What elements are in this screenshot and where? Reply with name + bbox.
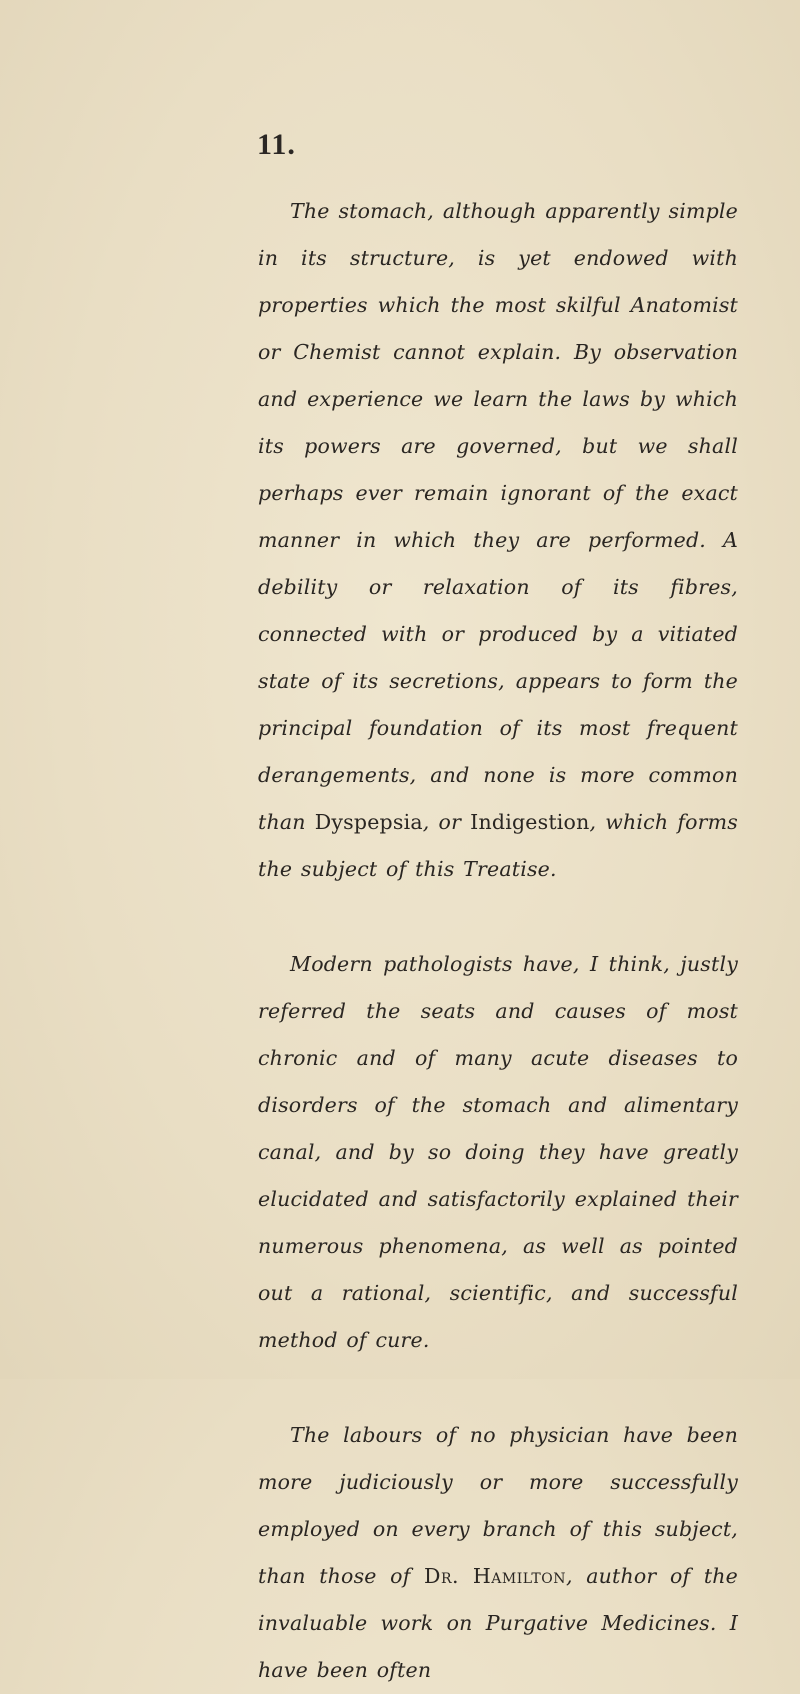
paragraph-3-text: The labours of no physician have been more judiciously or more successfully employed on every branch of this subject, than those of bbox=[258, 1423, 738, 1588]
paragraph-2-text: Modern pathologists have, I think, justly referred the seats and causes of most chronic and of many acute diseases to disorders of the stomach and alimentary canal, and by so doing they have greatly elucidated and satisfactorily explained their numerous phenomena, as well as pointed out a rational, scientific, and successful method of cure. bbox=[258, 952, 738, 1352]
paragraph-1 bbox=[258, 188, 738, 893]
term-indigestion: Indigestion bbox=[470, 810, 590, 834]
paragraph-2 bbox=[258, 941, 738, 1364]
paragraph-1-connector: , or bbox=[422, 810, 471, 834]
term-dyspepsia: Dyspepsia bbox=[314, 810, 423, 834]
body-text bbox=[258, 188, 738, 1694]
author-name-dr-hamilton: Dr. Hamilton bbox=[424, 1564, 566, 1588]
paragraph-3-ending: , author of the invaluable work on Purgative Medicines. I have been often bbox=[258, 1564, 738, 1682]
paragraph-3 bbox=[258, 1412, 738, 1694]
paragraph-1-text: The stomach, although apparently simple in its structure, is yet endowed with properties which the most skilful Anatomist or Chemist cannot explain. By observation and experience we learn the laws by which its powers are governed, but we shall perhaps ever remain ignorant of the exact manner in which they are performed. A debility or relaxation of its fibres, connected with or produced by a vitiated state of its secretions, appears to form the principal foundation of its most frequent derangements, and none is more common than bbox=[258, 199, 738, 834]
paragraph-1-ending: , which forms the subject of this Treatise. bbox=[258, 810, 739, 881]
page-number: 11. bbox=[257, 128, 296, 161]
